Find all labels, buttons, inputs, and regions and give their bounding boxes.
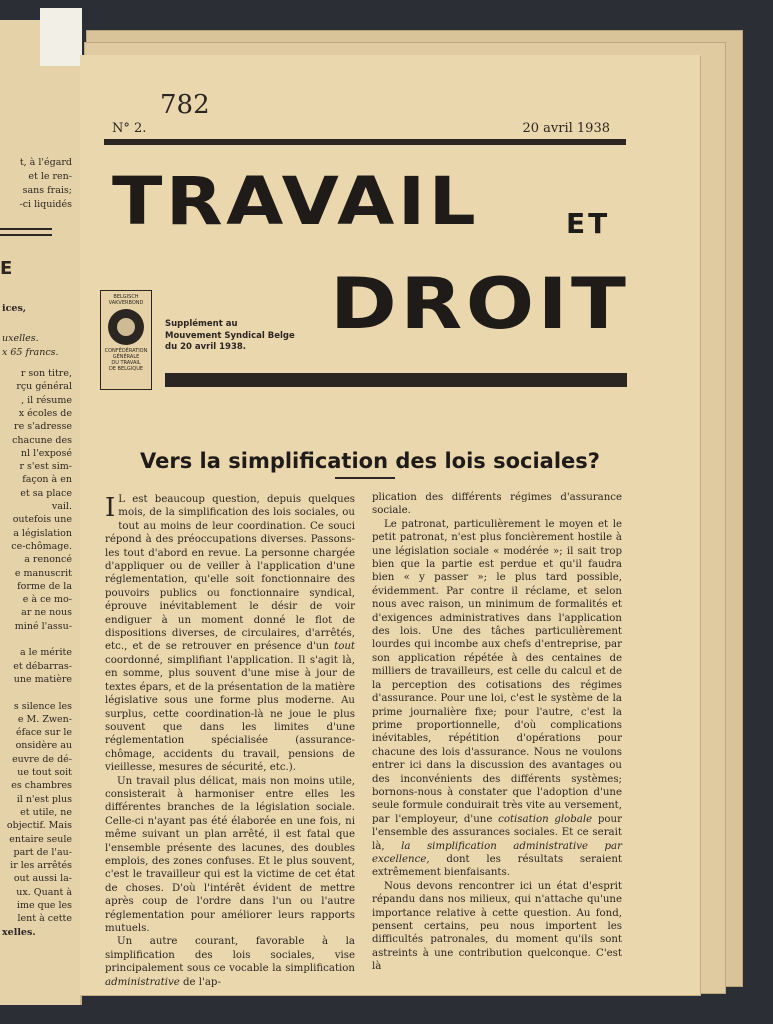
italic-text: tout (334, 641, 355, 653)
left-text-line: onsidère au (15, 740, 72, 752)
left-text-line: a renoncé (24, 554, 72, 566)
left-text-line: nl l'exposé (20, 447, 72, 459)
paragraph: Nous devons rencontrer ici un état d'esprit répandu dans nos milieux, qui n'attache qu'une importance relative à cette question. Au fond, pensent certains, peu nous importent les difficultés patronales, du moment qu'ils sont astreints à une contribution quelconque. C'est là (372, 880, 622, 973)
left-text-line: r son titre, (20, 368, 72, 379)
paragraph-text: dont les résultats seraient extrêmement bienfaisants. (372, 853, 622, 879)
left-text-line: r s'est sim- (19, 461, 72, 473)
left-italic-line: uxelles. (2, 333, 39, 344)
logo-text: CONFÉDÉRATION (104, 348, 148, 354)
article-headline: Vers la simplification des lois sociales? (140, 449, 600, 474)
italic-text: cotisation globale (498, 813, 593, 825)
issue-number: N° 2. (112, 121, 147, 136)
left-text-line: chacune des (12, 434, 72, 446)
drop-cap: I (105, 493, 116, 523)
left-text-line: éface sur le (16, 727, 72, 739)
left-text-line: out aussi la- (13, 873, 72, 885)
left-subhead: ices, (2, 303, 27, 314)
left-text-line: ime que les (16, 900, 72, 911)
masthead-et: ET (566, 207, 611, 240)
left-text-line: e M. Zwen- (17, 713, 72, 725)
left-text-line: et sa place (20, 487, 72, 499)
left-text-line: , il résume (21, 394, 72, 406)
paragraph (372, 518, 622, 880)
article-column-2 (372, 491, 622, 974)
left-italic-line: x 65 francs. (2, 347, 59, 358)
left-text-line: a législation (13, 527, 72, 539)
left-text-line: et utile, ne (20, 806, 72, 818)
page-number: 782 (160, 90, 210, 120)
left-text-line: e à ce mo- (22, 594, 72, 606)
left-text-line: rçu général (16, 381, 72, 393)
left-text-line: x écoles de (18, 407, 72, 419)
left-fragment: sans frais; (22, 185, 72, 196)
left-text-line: il n'est plus (16, 793, 72, 805)
left-text-line: ir les arrêtés (10, 860, 72, 872)
masthead-bar (165, 373, 627, 387)
left-adjacent-page (0, 20, 82, 1005)
supplement-line: Mouvement Syndical Belge (165, 330, 295, 341)
left-text-line: et débarras- (13, 660, 72, 672)
paragraph-text: Un autre courant, favorable à la simplification des lois sociales, vise principalement sous ce vocable la simplification (105, 936, 355, 975)
union-logo (100, 290, 152, 390)
masthead-title: TRAVAIL (112, 163, 480, 240)
left-fragment: t, à l'égard (19, 157, 72, 168)
left-text-line: e manuscrit (14, 567, 72, 579)
left-text-line: ue tout soit (17, 767, 72, 778)
left-fragment: -ci liquidés (19, 199, 72, 210)
italic-text: la simplification administrative par excellence, (372, 840, 622, 865)
masthead-droit: DROIT (330, 263, 630, 345)
paragraph: plication des différents régimes d'assurance sociale. (372, 492, 622, 517)
left-text-line: s silence les (13, 700, 72, 712)
headline-rule (335, 477, 395, 479)
paragraph-text: de l'ap- (183, 976, 221, 988)
left-text-line: façon à en (22, 474, 72, 486)
left-text-line: miné l'assu- (14, 620, 72, 632)
left-text-line: forme de la (17, 580, 72, 592)
supplement-note (165, 319, 335, 354)
supplement-line: du 20 avril 1938. (165, 342, 247, 352)
left-text-line: objectif. Mais (6, 820, 72, 832)
article-column-1 (105, 493, 355, 989)
italic-text: administrative (105, 976, 180, 988)
logo-text: DE BELGIQUE (108, 366, 144, 372)
left-rule (0, 234, 52, 236)
left-text-line: ce-chômage. (11, 540, 72, 552)
left-text-line: vail. (51, 501, 72, 512)
paragraph-text: Le patronat, particulièrement le moyen et le petit patronat, n'est plus foncièrement hostile à une législation sociale « modérée »; il sait trop bien que la partie est perdue et qu'il faudra bien « y passer »; le plus tard possible, évidemment. Par contre il réclame, et selon nous avec raison, un minimum de formalités et d'exigences administratives dans l'application des lois. Une des tâches particulièrement lourdes qui incombe aux chefs d'entreprise, par son application répétée à des centaines de milliers de travailleurs, est celle du calcul et de la perception des cotisations des régimes d'assurance. Pour une loi, c'est le système de la prime journalière fixe; pour l'autre, c'est la prime proportionnelle, d'où complications inévitables, répétition d'opérations pour chacune des lois d'assurance. Nous ne voulons entrer ici dans la discussion des avantages ou des inconvénients des différents systèmes; bornons-nous à constater que l'adoption d'une seule formule conduirait très vite au versement, par l'employeur, d'une (372, 518, 622, 825)
paragraph (105, 493, 355, 775)
left-text-line: lent à cette (17, 913, 72, 925)
supplement-line: Supplément au (165, 319, 238, 329)
logo-text: GÉNÉRALE (112, 354, 140, 360)
left-text-line: part de l'au- (13, 846, 72, 858)
issue-date: 20 avril 1938 (522, 121, 610, 136)
left-text-line: outefois une (12, 514, 72, 526)
logo-text: DU TRAVAIL (111, 360, 141, 366)
left-text-line: entaire seule (9, 833, 72, 845)
left-text-line: euvre de dé- (12, 753, 72, 765)
left-text-line: ar ne nous (21, 607, 72, 619)
paragraph (105, 935, 355, 989)
logo-text: BELGISCH (113, 294, 139, 300)
emblem-icon (108, 309, 144, 345)
paper-tab (40, 8, 82, 66)
main-page (80, 55, 700, 995)
paragraph-text: pour l'ensemble des assurances sociales. Et ce serait là, (372, 813, 622, 852)
left-bottom-line: xelles. (2, 927, 36, 938)
paragraph-text: coordonné, simplifiant l'application. Il s'agit là, en somme, plus souvent d'une mise à jour de textes épars, et de la présentation de la matière législative sous une forme plus moderne. Au surplus, cette coordination-là ne joue le plus souvent que dans les limites d'une réglementation spécialisée (assurance-chômage, accidents du travail, pensions de vieillesse, mesures de sécurité, etc.). (105, 654, 355, 774)
left-text-line: une matière (13, 673, 72, 685)
header-rule (104, 139, 626, 145)
left-text-line: a le mérite (19, 647, 72, 659)
left-heading-letter: E (0, 258, 13, 279)
left-fragment: et le ren- (28, 171, 72, 182)
paragraph: Un travail plus délicat, mais non moins utile, consisterait à harmoniser entre elles les différentes branches de la législation sociale. Celle-ci n'ayant pas été élaborée en une fois, ni même suivant un plan arrêté, il est fatal que l'ensemble présente des lacunes, des doubles emplois, des zones confuses. Et le plus souvent, c'est le travailleur qui est la victime de cet état de choses. D'où l'intérêt évident de mettre après coup de l'ordre dans l'un ou l'autre réglementation pour améliorer leurs rapports mutuels. (105, 775, 355, 934)
left-text-line: ux. Quant à (16, 886, 72, 898)
logo-text: VAKVERBOND (108, 300, 144, 306)
paragraph-text: L est beaucoup question, depuis quelques mois, de la simplification des lois sociales, ou tout au moins de leur coordination. Ce souci répond à des préoccupations diverses. Passons-les tout d'abord en revue. La personne chargée d'appliquer ou de veiller à l'application d'une réglementation, qu'elle soit fonctionnaire des pouvoirs publics ou fonctionnaire syndical, éprouve inévitablement le désir de voir endiguer à un moment donné le flot de dispositions diverses, de circulaires, d'arrêtés, etc., et de se retrouver en présence d'un (105, 494, 355, 653)
left-rule (0, 228, 52, 230)
left-text-line: es chambres (11, 780, 72, 792)
left-text-line: re s'adresse (14, 421, 72, 433)
